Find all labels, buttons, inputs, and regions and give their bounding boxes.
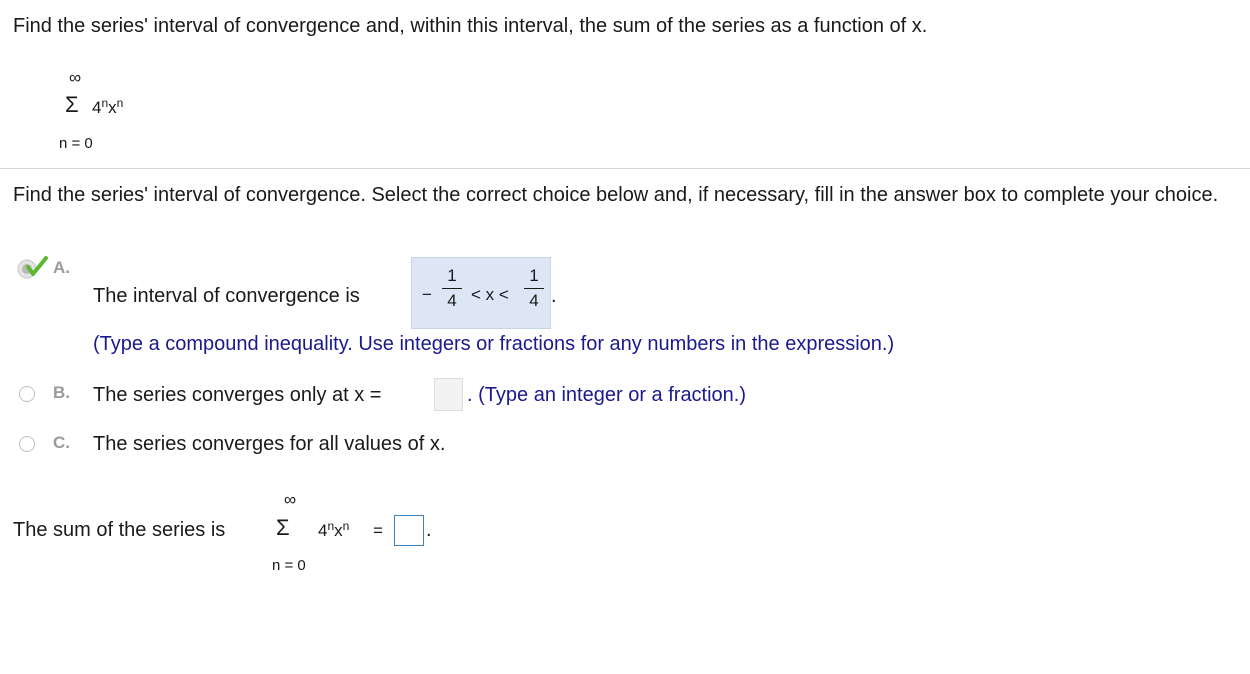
question-title: Find the series' interval of convergence and, within this interval, the sum of the series as a function of x. — [13, 15, 928, 37]
part2-sigma-symbol: Σ — [276, 515, 290, 540]
answer-minus-sign: − — [422, 285, 432, 304]
term-coefficient: 4 — [92, 98, 102, 117]
choice-c-letter: C. — [53, 433, 70, 452]
term-variable: x — [108, 98, 117, 117]
section-divider — [0, 168, 1250, 169]
part2-term-exponent-1: n — [327, 519, 335, 533]
fraction-2-denominator: 4 — [529, 291, 539, 310]
part2-term-variable: x — [334, 521, 343, 540]
choice-b-hint: . (Type an integer or a fraction.) — [467, 384, 747, 406]
series-term — [92, 98, 123, 118]
part2-term-coefficient: 4 — [318, 521, 328, 540]
choice-a-radio[interactable] — [16, 255, 56, 281]
choice-b-text: The series converges only at x = — [93, 384, 382, 406]
series-upper-limit: ∞ — [69, 68, 82, 87]
choice-a-letter: A. — [53, 258, 70, 277]
part2-period: . — [426, 519, 432, 541]
answer-inequality-middle: < x < — [471, 285, 509, 304]
series-lower-limit: n = 0 — [59, 135, 93, 152]
choice-a-answer-box[interactable] — [411, 257, 551, 329]
fraction-2-bar — [524, 288, 544, 289]
term-exponent-1: n — [101, 96, 109, 110]
answer-fraction-2 — [524, 266, 544, 311]
fraction-2-numerator: 1 — [529, 266, 539, 285]
part1-instruction: Find the series' interval of convergence. Select the correct choice below and, if necessary, fill in the answer box to complete your choice. — [13, 184, 1219, 206]
choice-a-text: The interval of convergence is — [93, 285, 360, 307]
choice-a-hint: (Type a compound inequality. Use integers or fractions for any numbers in the expression.) — [93, 333, 895, 355]
part2-sum-answer-input[interactable] — [394, 515, 424, 546]
part2-upper-limit: ∞ — [284, 490, 297, 509]
term-exponent-2: n — [116, 96, 124, 110]
fraction-1-numerator: 1 — [447, 266, 457, 285]
correct-check-icon — [16, 255, 50, 281]
choice-a-period: . — [551, 285, 557, 307]
answer-fraction-1 — [442, 266, 462, 311]
part2-prefix: The sum of the series is — [13, 519, 226, 541]
choice-b-radio[interactable] — [19, 386, 35, 402]
part2-equals-sign: = — [373, 521, 383, 540]
choice-b-answer-input[interactable] — [434, 378, 463, 411]
fraction-1-bar — [442, 288, 462, 289]
part2-term-exponent-2: n — [342, 519, 350, 533]
choice-c-radio[interactable] — [19, 436, 35, 452]
part2-series-term — [318, 521, 349, 541]
fraction-1-denominator: 4 — [447, 291, 457, 310]
sigma-symbol: Σ — [65, 92, 79, 117]
choice-b-letter: B. — [53, 383, 70, 402]
choice-c-text: The series converges for all values of x. — [93, 433, 446, 455]
part2-lower-limit: n = 0 — [272, 557, 306, 574]
